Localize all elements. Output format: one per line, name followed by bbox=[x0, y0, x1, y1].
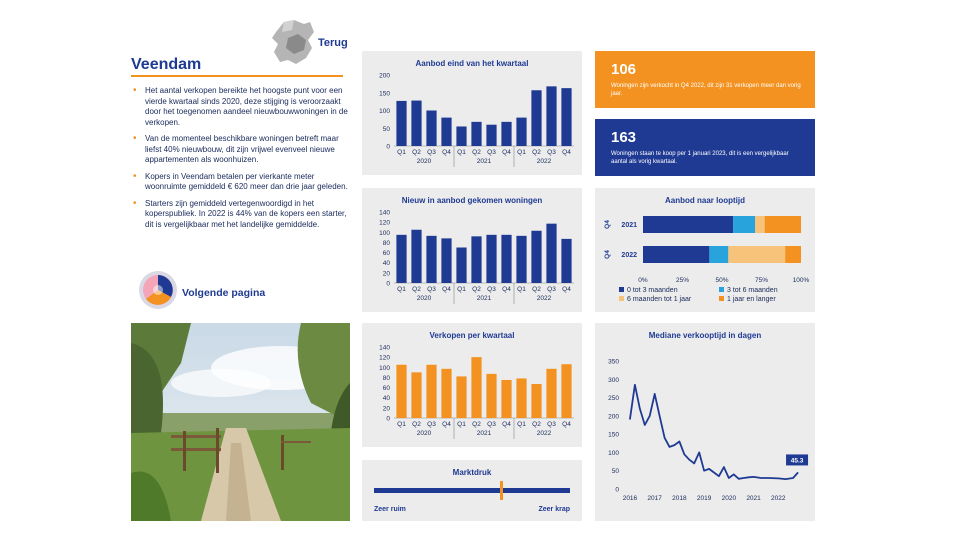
sales-xtick: Q3 bbox=[547, 421, 556, 428]
bullet-1: • Het aantal verkopen bereikte het hoogste punt voor een vierde kwartaal sinds 2020, deze stijging is veroorzaakt door het toegenomen aandeel nieuwbouwwoningen in de verkopen. bbox=[131, 86, 349, 128]
duration-legend-label: 1 jaar en langer bbox=[727, 296, 776, 303]
supply-ytick: 50 bbox=[382, 125, 390, 133]
sales-xtick: Q1 bbox=[397, 421, 406, 428]
sale-time-ytick: 0 bbox=[615, 486, 619, 494]
duration-legend-label: 6 maanden tot 1 jaar bbox=[627, 296, 692, 303]
new-supply-xtick: Q2 bbox=[532, 286, 541, 293]
supply-xtick: Q3 bbox=[427, 149, 436, 156]
supply-bar bbox=[471, 122, 481, 146]
sales-xtick: Q4 bbox=[442, 421, 451, 428]
sale-time-xtick: 2019 bbox=[696, 495, 712, 502]
sales-ytick: 140 bbox=[379, 344, 390, 352]
supply-xtick: Q3 bbox=[487, 149, 496, 156]
sale-time-line bbox=[630, 385, 798, 479]
new-supply-xtick: Q3 bbox=[547, 286, 556, 293]
new-supply-bar bbox=[561, 239, 571, 283]
duration-xtick: 25% bbox=[675, 277, 690, 284]
supply-kpi-value: 163 bbox=[611, 129, 637, 146]
new-supply-xtick: Q4 bbox=[502, 286, 511, 293]
sales-ytick: 80 bbox=[382, 374, 390, 382]
supply-bar bbox=[396, 101, 406, 146]
new-supply-bar bbox=[531, 231, 541, 283]
new-supply-ytick: 60 bbox=[382, 250, 390, 258]
supply-xtick: Q3 bbox=[547, 149, 556, 156]
sales-chart-title: Verkopen per kwartaal bbox=[429, 331, 515, 340]
sales-bar bbox=[426, 365, 436, 418]
sales-ytick: 40 bbox=[382, 395, 390, 403]
market-pressure-title: Marktdruk bbox=[452, 468, 492, 477]
supply-group-label: 2022 bbox=[536, 158, 552, 165]
new-supply-xtick: Q1 bbox=[397, 286, 406, 293]
new-supply-bar bbox=[411, 230, 421, 283]
new-supply-bar bbox=[471, 236, 481, 283]
supply-xtick: Q2 bbox=[472, 149, 481, 156]
duration-legend-swatch bbox=[719, 287, 724, 292]
supply-bar bbox=[456, 126, 466, 146]
sales-ytick: 0 bbox=[386, 415, 390, 423]
duration-segment bbox=[755, 216, 764, 233]
sales-kpi-text: Woningen zijn verkocht in Q4 2022, dit zijn 31 verkopen meer dan vorig jaar. bbox=[611, 83, 801, 97]
new-supply-ytick: 20 bbox=[382, 270, 390, 278]
sales-bar bbox=[441, 369, 451, 418]
sale-time-ytick: 250 bbox=[608, 395, 619, 403]
landscape-photo bbox=[131, 323, 350, 521]
sales-ytick: 120 bbox=[379, 354, 390, 362]
new-supply-xtick: Q3 bbox=[487, 286, 496, 293]
page-title: Veendam bbox=[131, 56, 202, 73]
sales-bar bbox=[486, 374, 496, 418]
duration-legend-label: 0 tot 3 maanden bbox=[627, 287, 678, 294]
sales-xtick: Q2 bbox=[412, 421, 421, 428]
supply-group-label: 2021 bbox=[476, 158, 492, 165]
duration-legend-swatch bbox=[619, 287, 624, 292]
bullet-4: • Starters zijn gemiddeld vertegenwoordigd in het koperspubliek. In 2022 is 44% van de kopers een starter, dit is vergelijkbaar met het landelijke gemiddelde. bbox=[131, 199, 349, 231]
sales-xtick: Q2 bbox=[472, 421, 481, 428]
supply-chart bbox=[362, 51, 582, 175]
new-supply-xtick: Q4 bbox=[562, 286, 571, 293]
new-supply-xtick: Q3 bbox=[427, 286, 436, 293]
sales-ytick: 60 bbox=[382, 385, 390, 393]
sales-group-label: 2022 bbox=[536, 430, 552, 437]
sale-time-chart bbox=[595, 323, 815, 521]
new-supply-xtick: Q4 bbox=[442, 286, 451, 293]
sale-time-ytick: 350 bbox=[608, 358, 619, 366]
duration-chart bbox=[595, 188, 815, 312]
duration-xtick: 50% bbox=[715, 277, 729, 284]
supply-group-label: 2020 bbox=[416, 158, 432, 165]
sales-ytick: 20 bbox=[382, 405, 390, 413]
bullet-3: • Kopers in Veendam betalen per vierkante meter woonruimte gemiddeld € 620 meer dan drie jaar geleden. bbox=[131, 172, 349, 193]
new-supply-xtick: Q2 bbox=[472, 286, 481, 293]
supply-xtick: Q1 bbox=[457, 149, 466, 156]
duration-xtick: 0% bbox=[638, 277, 648, 284]
supply-bar bbox=[561, 88, 571, 146]
duration-segment bbox=[643, 216, 733, 233]
sales-bar bbox=[501, 380, 511, 418]
supply-xtick: Q2 bbox=[532, 149, 541, 156]
supply-bar bbox=[426, 111, 436, 147]
next-page-icon[interactable] bbox=[138, 270, 178, 310]
new-supply-bar bbox=[546, 224, 556, 283]
region-map-icon[interactable] bbox=[270, 18, 316, 66]
duration-segment bbox=[785, 246, 801, 263]
sale-time-chart-title: Mediane verkooptijd in dagen bbox=[648, 331, 762, 340]
duration-segment bbox=[765, 216, 801, 233]
new-supply-group-label: 2021 bbox=[476, 295, 492, 302]
bullet-2: • Van de momenteel beschikbare woningen betreft maar liefst 40% nieuwbouw, dit zijn vrijwel evenveel nieuwe appartementen als woonhuizen. bbox=[131, 134, 349, 166]
sale-time-xtick: 2021 bbox=[746, 495, 761, 502]
new-supply-bar bbox=[516, 236, 526, 283]
duration-row-label: 2021 bbox=[621, 222, 637, 229]
title-underline bbox=[131, 75, 343, 77]
sales-bar bbox=[531, 384, 541, 418]
new-supply-bar bbox=[441, 238, 451, 283]
sales-xtick: Q3 bbox=[487, 421, 496, 428]
duration-chart-title: Aanbod naar looptijd bbox=[665, 196, 745, 205]
sales-group-label: 2021 bbox=[476, 430, 492, 437]
duration-segment bbox=[733, 216, 755, 233]
supply-xtick: Q4 bbox=[502, 149, 511, 156]
sales-kpi-card bbox=[595, 51, 815, 108]
sales-bar bbox=[546, 369, 556, 418]
sales-bar bbox=[411, 372, 421, 418]
sales-chart-panel bbox=[362, 323, 582, 447]
supply-bar bbox=[411, 101, 421, 146]
new-supply-xtick: Q1 bbox=[457, 286, 466, 293]
new-supply-bar bbox=[426, 236, 436, 283]
next-page-link[interactable]: Volgende pagina bbox=[182, 287, 266, 299]
market-pressure-marker bbox=[500, 481, 503, 500]
duration-segment bbox=[709, 246, 728, 263]
sales-bar bbox=[396, 365, 406, 418]
supply-kpi-text: Woningen staan te koop per 1 januari 2023, dit is een vergelijkbaar aantal als vorig kwartaal. bbox=[611, 151, 789, 165]
supply-bar bbox=[441, 118, 451, 146]
new-supply-group-label: 2022 bbox=[536, 295, 552, 302]
sale-time-ytick: 200 bbox=[608, 413, 619, 421]
sale-time-last-value: 45.3 bbox=[790, 457, 804, 465]
new-supply-ytick: 120 bbox=[379, 219, 390, 227]
new-supply-ytick: 40 bbox=[382, 260, 390, 268]
sales-bar bbox=[561, 364, 571, 418]
new-supply-ytick: 0 bbox=[386, 280, 390, 288]
sale-time-xtick: 2022 bbox=[771, 495, 786, 502]
sales-xtick: Q4 bbox=[562, 421, 571, 428]
sale-time-xtick: 2020 bbox=[721, 495, 737, 502]
sales-xtick: Q2 bbox=[532, 421, 541, 428]
new-supply-chart-panel bbox=[362, 188, 582, 312]
sale-time-chart-panel bbox=[595, 323, 815, 521]
new-supply-bar bbox=[456, 248, 466, 284]
supply-kpi-card bbox=[595, 119, 815, 176]
duration-segment bbox=[728, 246, 785, 263]
sales-ytick: 100 bbox=[379, 364, 390, 372]
duration-xtick: 100% bbox=[792, 277, 810, 284]
market-pressure-track bbox=[374, 488, 570, 493]
supply-bar bbox=[486, 125, 496, 146]
duration-chart-panel bbox=[595, 188, 815, 312]
sales-bar bbox=[456, 376, 466, 418]
new-supply-ytick: 140 bbox=[379, 209, 390, 217]
duration-legend-swatch bbox=[719, 296, 724, 301]
sales-xtick: Q3 bbox=[427, 421, 436, 428]
supply-xtick: Q4 bbox=[442, 149, 451, 156]
sale-time-ytick: 50 bbox=[611, 468, 619, 476]
supply-xtick: Q1 bbox=[517, 149, 526, 156]
summary-bullets bbox=[131, 86, 349, 236]
new-supply-chart-title: Nieuw in aanbod gekomen woningen bbox=[401, 196, 543, 205]
supply-bar bbox=[531, 90, 541, 146]
duration-xtick: 75% bbox=[754, 277, 769, 284]
new-supply-ytick: 100 bbox=[379, 229, 390, 237]
sales-bar bbox=[516, 378, 526, 418]
new-supply-bar bbox=[501, 235, 511, 283]
sales-xtick: Q4 bbox=[502, 421, 511, 428]
sale-time-xtick: 2017 bbox=[647, 495, 662, 502]
new-supply-group-label: 2020 bbox=[416, 295, 432, 302]
supply-bar bbox=[516, 118, 526, 146]
sales-kpi-value: 106 bbox=[611, 61, 637, 78]
sales-xtick: Q1 bbox=[457, 421, 466, 428]
supply-ytick: 150 bbox=[379, 90, 390, 98]
supply-xtick: Q4 bbox=[562, 149, 571, 156]
new-supply-chart bbox=[362, 188, 582, 312]
sale-time-xtick: 2018 bbox=[672, 495, 687, 502]
new-supply-xtick: Q1 bbox=[517, 286, 526, 293]
sales-group-label: 2020 bbox=[416, 430, 432, 437]
new-supply-bar bbox=[396, 235, 406, 283]
supply-ytick: 0 bbox=[386, 143, 390, 151]
sales-xtick: Q1 bbox=[517, 421, 526, 428]
sale-time-ytick: 300 bbox=[608, 376, 619, 384]
sales-chart bbox=[362, 323, 582, 447]
market-pressure-low-label: Zeer ruim bbox=[374, 506, 406, 513]
sale-time-ytick: 100 bbox=[608, 449, 619, 457]
duration-segment bbox=[643, 246, 709, 263]
sales-bar bbox=[471, 357, 481, 418]
back-link[interactable]: Terug bbox=[318, 37, 348, 49]
duration-row-group-label: Q4 bbox=[604, 250, 611, 259]
sale-time-xtick: 2016 bbox=[622, 495, 638, 502]
market-pressure-high-label: Zeer krap bbox=[538, 506, 570, 513]
duration-row-group-label: Q4 bbox=[604, 220, 611, 229]
sale-time-ytick: 150 bbox=[608, 431, 619, 439]
supply-ytick: 100 bbox=[379, 108, 390, 115]
supply-xtick: Q2 bbox=[412, 149, 421, 156]
supply-bar bbox=[501, 122, 511, 146]
market-pressure-panel bbox=[362, 460, 582, 521]
supply-chart-title: Aanbod eind van het kwartaal bbox=[415, 59, 529, 68]
new-supply-bar bbox=[486, 235, 496, 283]
duration-legend-label: 3 tot 6 maanden bbox=[727, 287, 778, 294]
supply-bar bbox=[546, 86, 556, 146]
supply-chart-panel bbox=[362, 51, 582, 175]
duration-legend-swatch bbox=[619, 296, 624, 301]
new-supply-xtick: Q2 bbox=[412, 286, 421, 293]
duration-row-label: 2022 bbox=[621, 252, 637, 259]
new-supply-ytick: 80 bbox=[382, 239, 390, 247]
supply-ytick: 200 bbox=[379, 72, 390, 80]
supply-xtick: Q1 bbox=[397, 149, 406, 156]
